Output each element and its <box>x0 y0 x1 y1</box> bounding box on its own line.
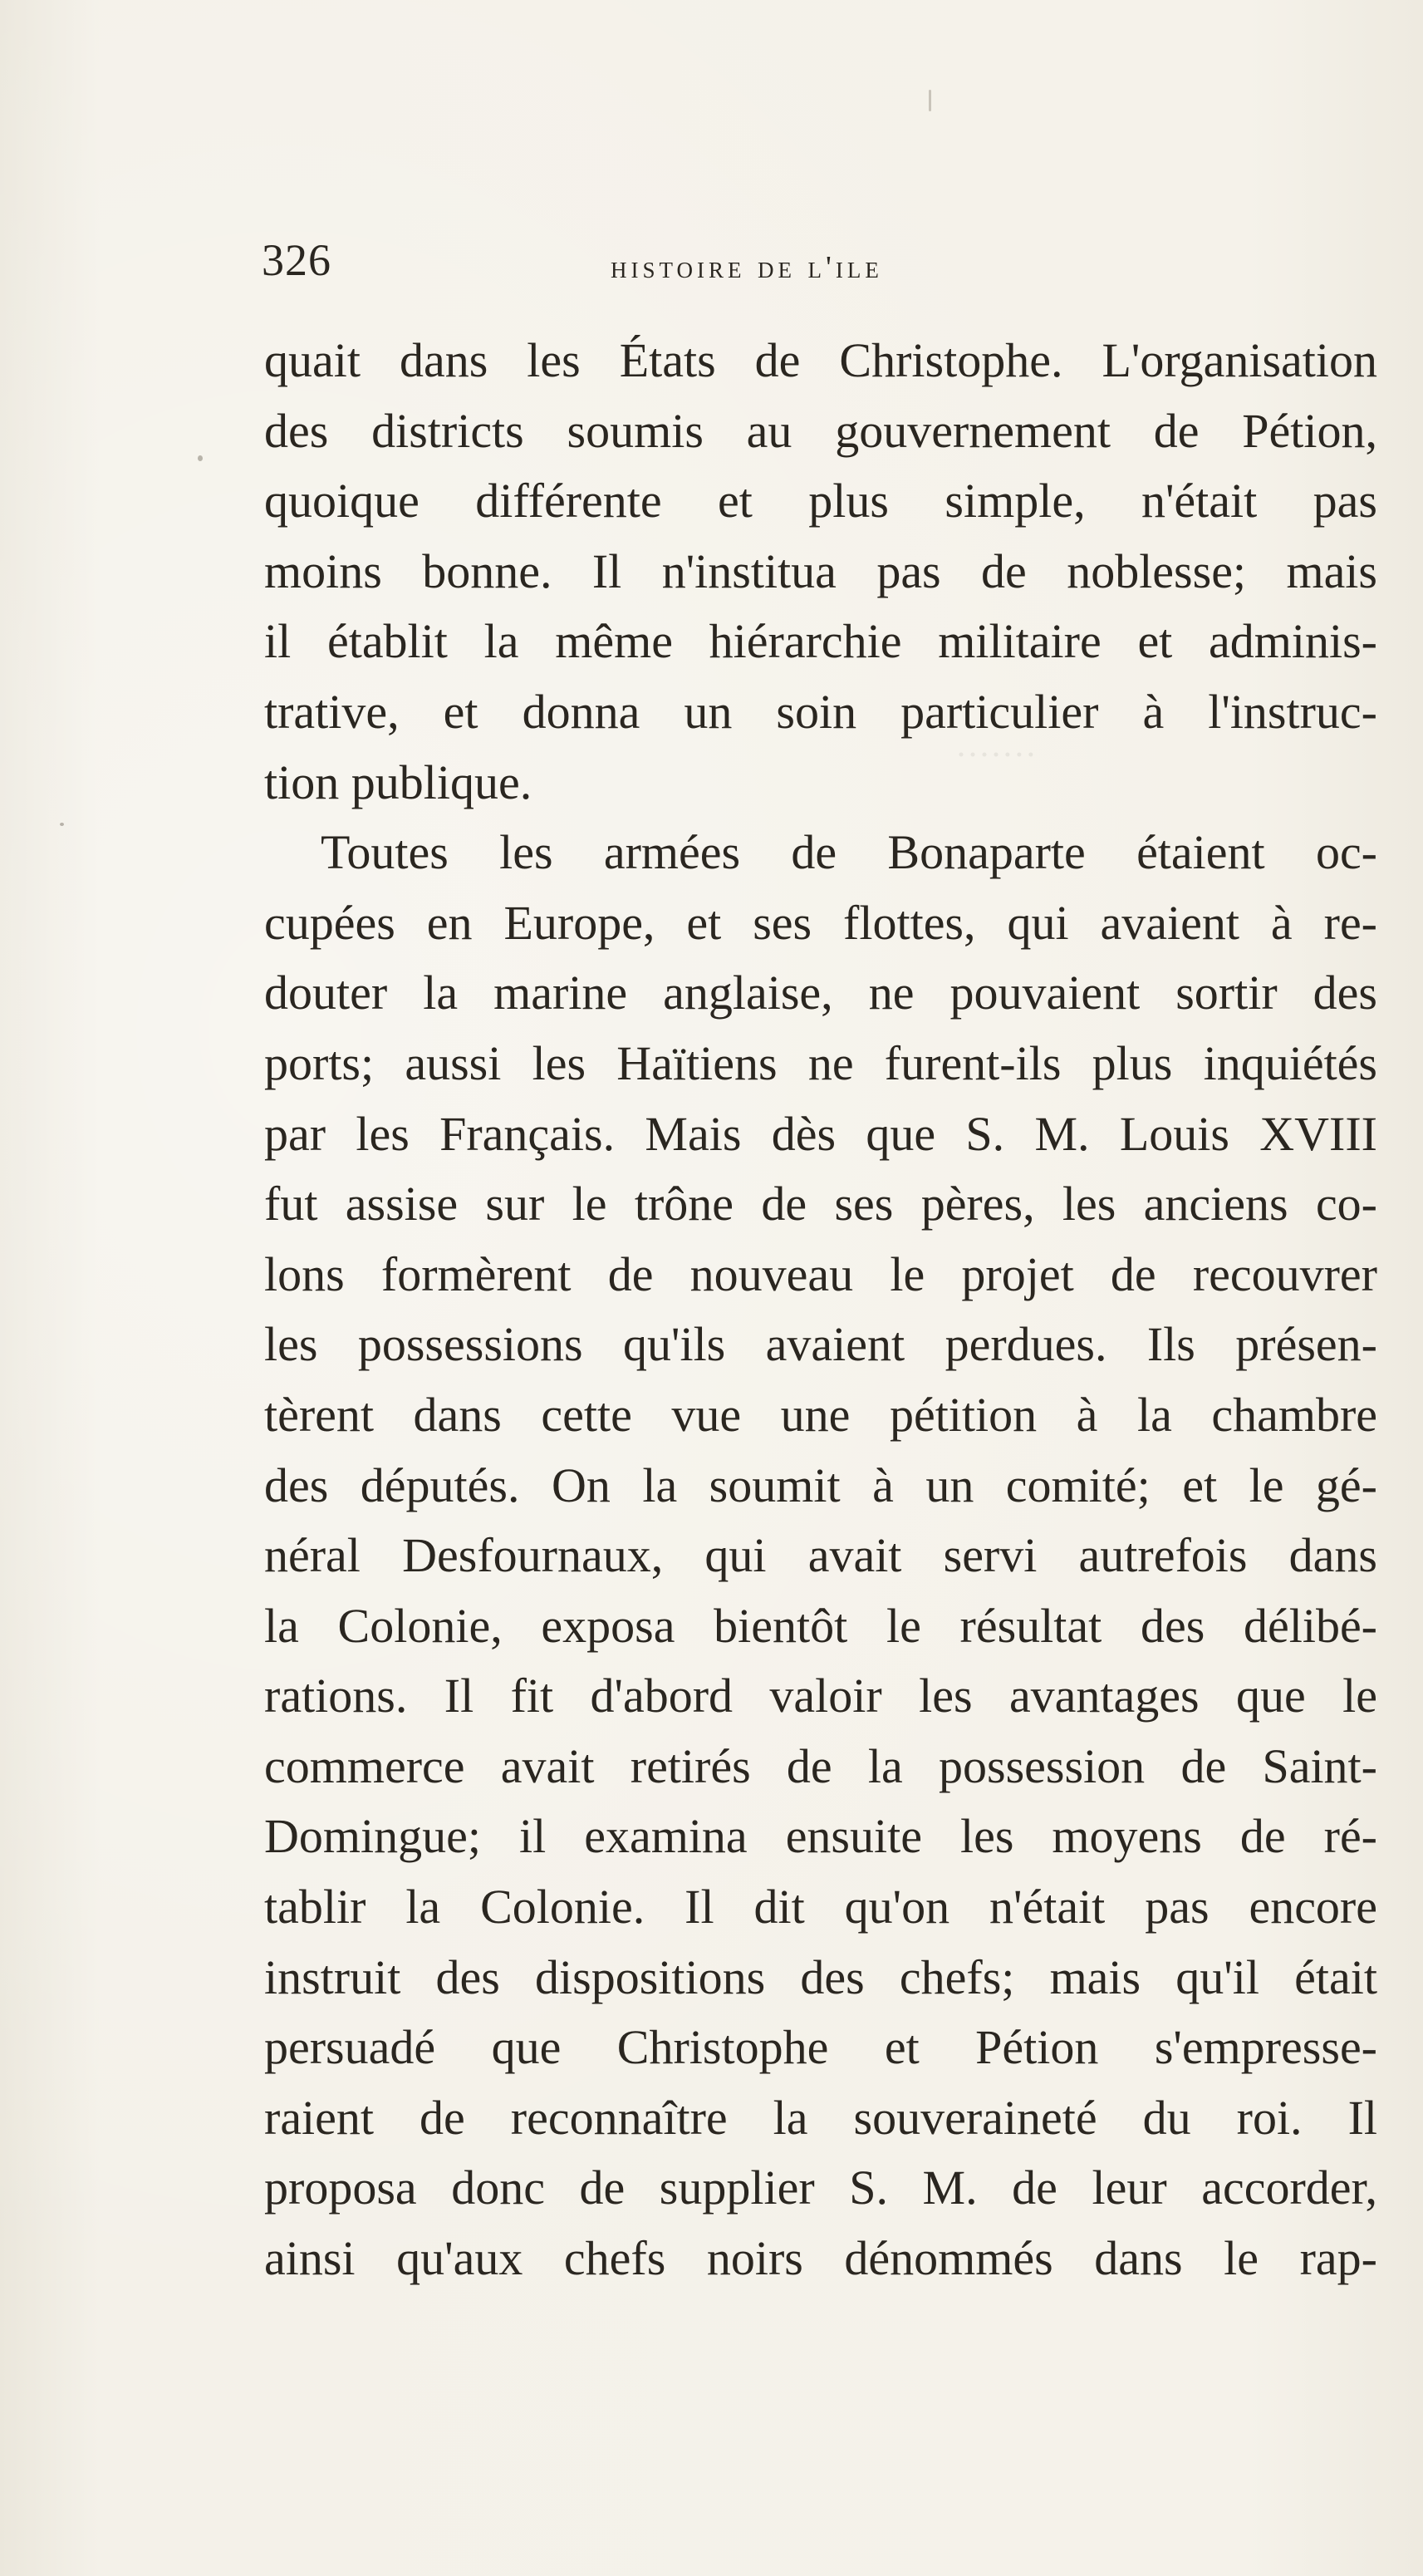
text-line: Domingue; il examina ensuite les moyens de ré- <box>264 1809 1377 1864</box>
text-line: proposa donc de supplier S. M. de leur accorder, <box>264 2161 1377 2215</box>
text-line: cupées en Europe, et ses flottes, qui avaient à re- <box>264 895 1377 950</box>
text-line: il établit la même hiérarchie militaire et adminis- <box>264 614 1377 669</box>
text-line: tèrent dans cette vue une pétition à la chambre <box>264 1387 1377 1442</box>
text-line: par les Français. Mais dès que S. M. Louis XVIII <box>264 1106 1377 1161</box>
text-line: néral Desfournaux, qui avait servi autrefois dans <box>264 1528 1377 1583</box>
text-line: commerce avait retirés de la possession de Saint- <box>264 1738 1377 1793</box>
text-line: persuadé que Christophe et Pétion s'empresse- <box>264 2020 1377 2075</box>
text-line: quoique différente et plus simple, n'était pas <box>264 474 1377 528</box>
page-number: 326 <box>262 235 331 285</box>
text-line: fut assise sur le trône de ses pères, les anciens co- <box>264 1177 1377 1231</box>
text-line: ports; aussi les Haïtiens ne furent-ils plus inquiétés <box>264 1035 1377 1090</box>
text-line: trative, et donna un soin particulier à l'instruc- <box>264 684 1377 739</box>
text-line: tion publique. <box>264 755 532 809</box>
text-line: des districts soumis au gouvernement de Pétion, <box>264 403 1377 458</box>
text-line: quait dans les États de Christophe. L'organisation <box>264 333 1377 387</box>
paper-speck <box>929 90 931 111</box>
show-through-ink: ······· <box>955 736 1037 774</box>
text-line: instruit des dispositions des chefs; mais qu'il était <box>264 1949 1377 2004</box>
text-line: la Colonie, exposa bientôt le résultat des délibé- <box>264 1598 1377 1653</box>
text-line: raient de reconnaître la souveraineté du roi. Il <box>264 2090 1377 2145</box>
paragraph-2 <box>264 818 1377 2293</box>
text-line: lons formèrent de nouveau le projet de recouvrer <box>264 1246 1377 1301</box>
paragraph-1 <box>264 326 1377 818</box>
text-line: moins bonne. Il n'institua pas de noblesse; mais <box>264 543 1377 598</box>
running-title: histoire de l'ile <box>611 250 883 285</box>
text-line: douter la marine anglaise, ne pouvaient sortir des <box>264 966 1377 1020</box>
text-line: des députés. On la soumit à un comité; et le gé- <box>264 1458 1377 1512</box>
text-line: ainsi qu'aux chefs noirs dénommés dans le rap- <box>264 2231 1377 2286</box>
page-header <box>262 234 1375 301</box>
paper-speck <box>60 823 64 826</box>
text-line: Toutes les armées de Bonaparte étaient oc- <box>321 825 1377 880</box>
text-line: rations. Il fit d'abord valoir les avantages que le <box>264 1669 1377 1723</box>
text-line: tablir la Colonie. Il dit qu'on n'était pas encore <box>264 1880 1377 1934</box>
body-text <box>264 326 1377 2294</box>
paper-speck <box>198 455 203 461</box>
text-line: les possessions qu'ils avaient perdues. Ils présen- <box>264 1317 1377 1372</box>
